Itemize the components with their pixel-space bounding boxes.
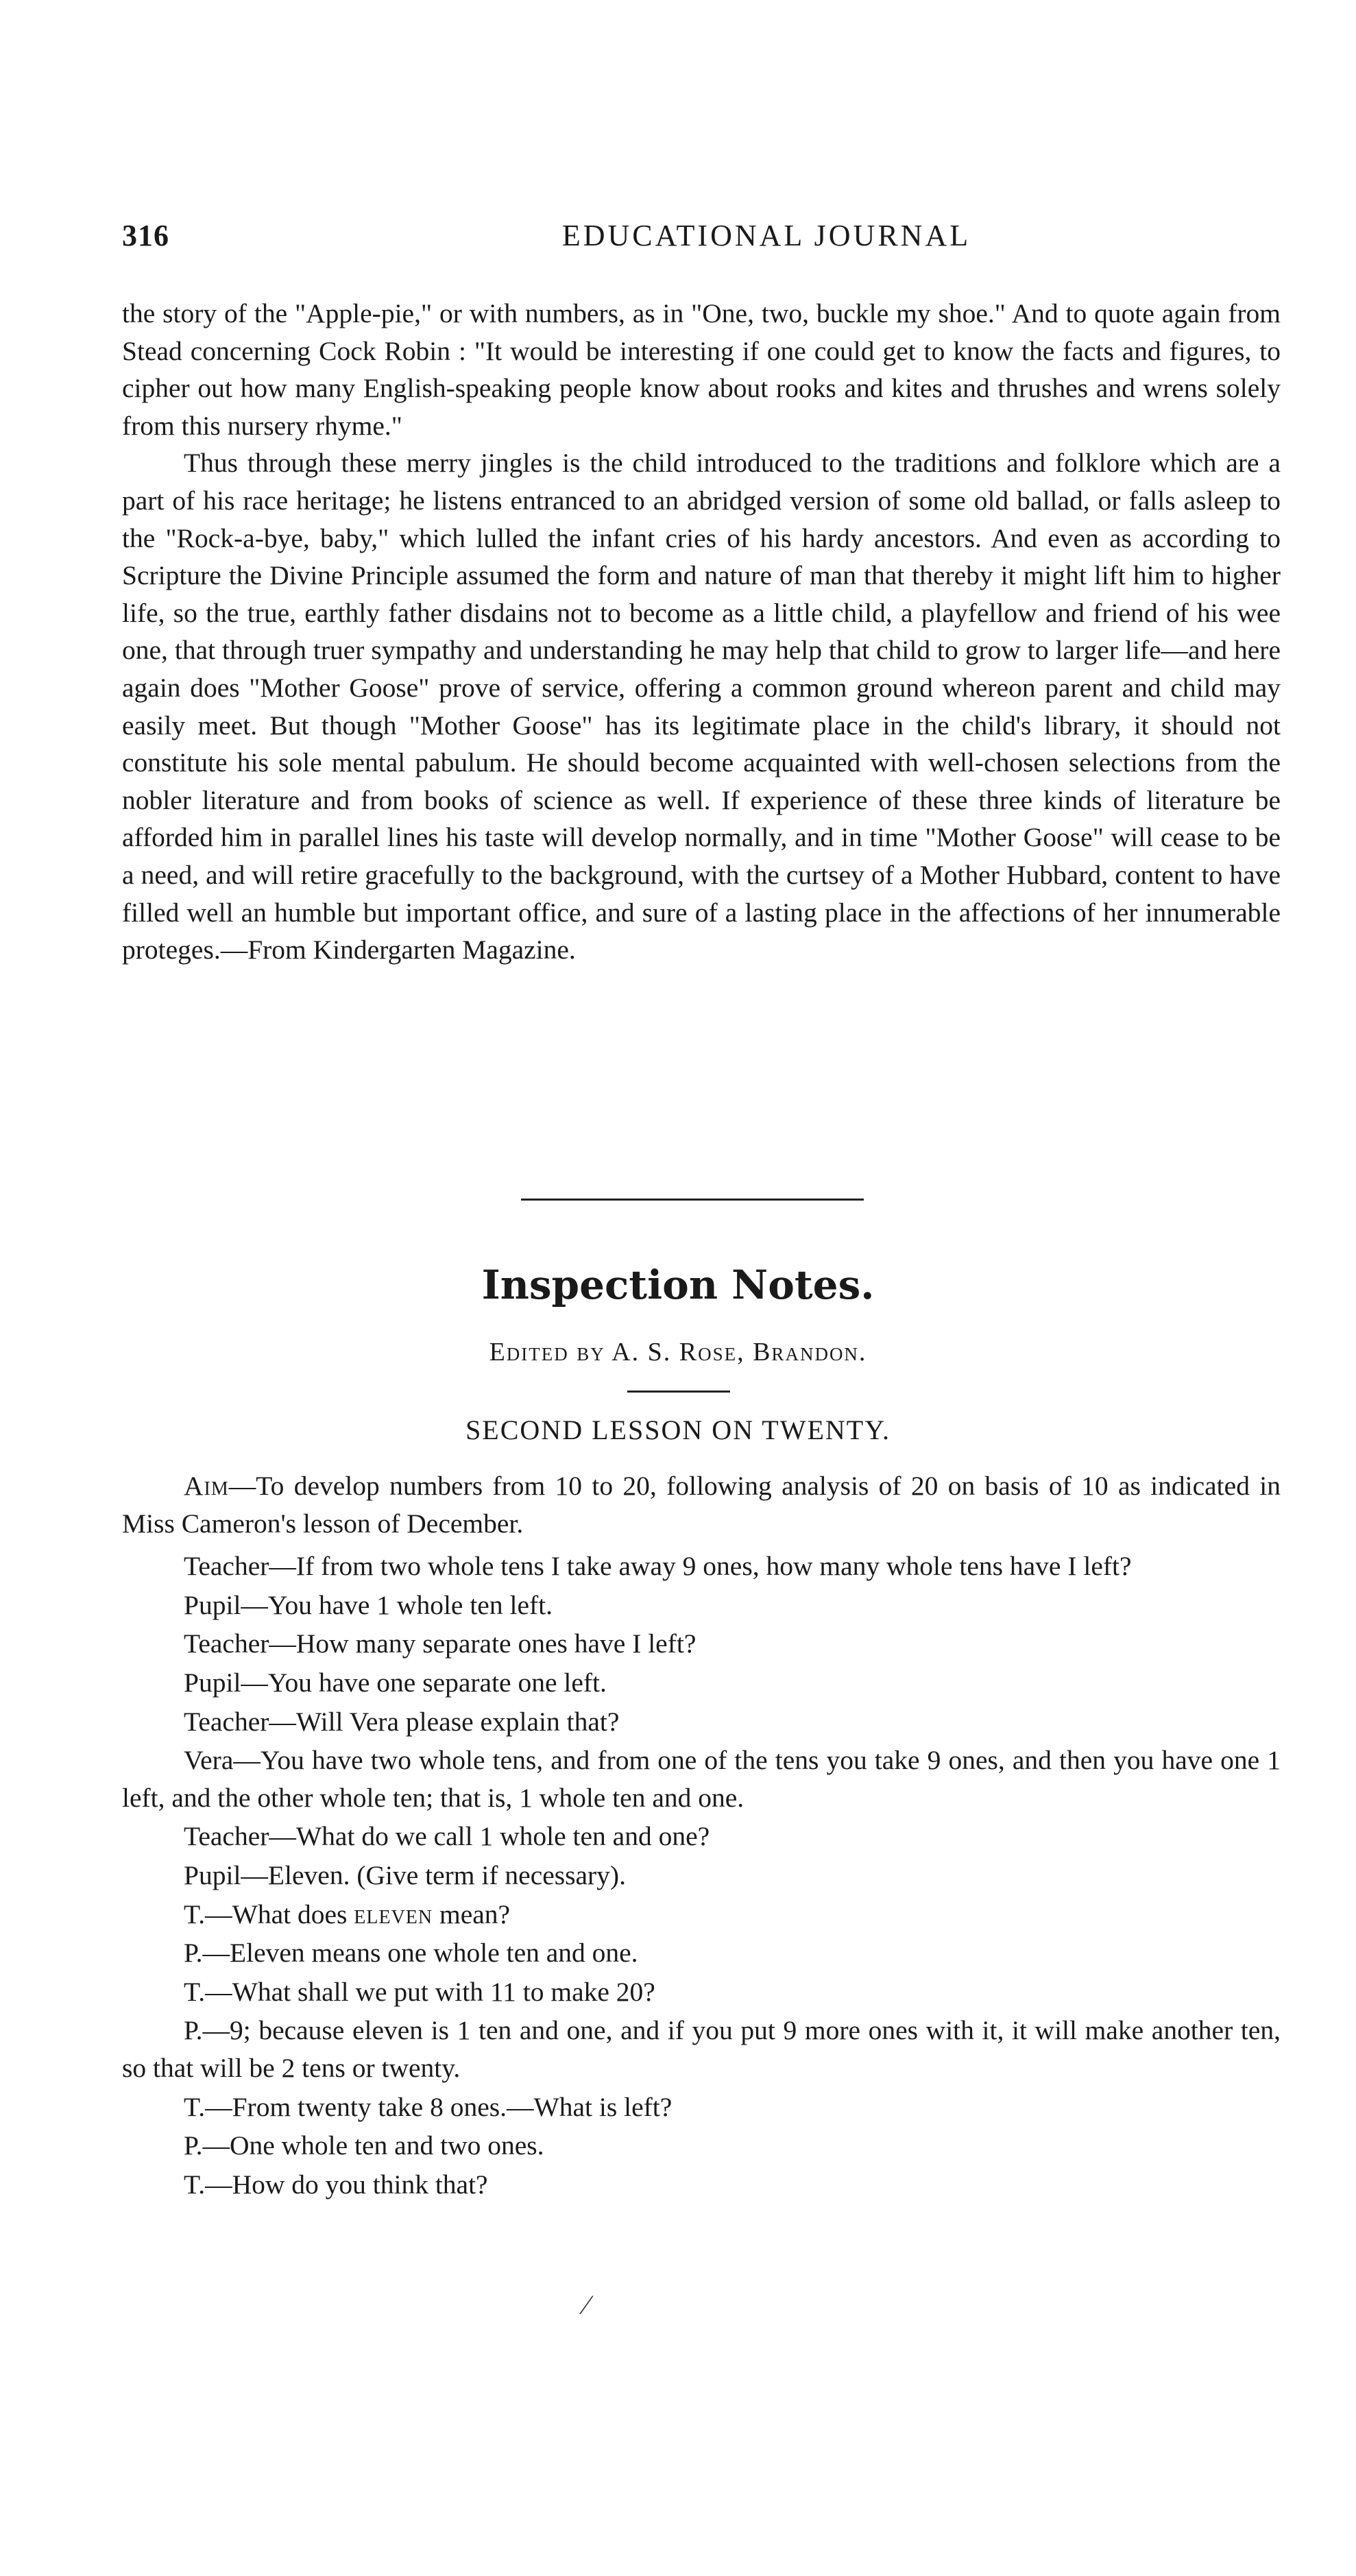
dialogue-line: P.—One whole ten and two ones. bbox=[184, 2130, 544, 2161]
ink-mark: ⁄ bbox=[584, 2289, 589, 2320]
dialogue-line: Teacher—Will Vera please explain that? bbox=[184, 1706, 620, 1737]
article-paragraph: the story of the "Apple-pie," or with numbers, as in "One, two, buckle my shoe." And to quote again from Stead concerning Cock Robin : "It would be interesting if one could get to know the facts and figures, to cipher out how many English-speaking people know about rooks and kites and thrushes and wrens solely from this nursery rhyme." bbox=[122, 298, 1281, 441]
dialogue-line: T.—From twenty take 8 ones.—What is left? bbox=[184, 2091, 673, 2122]
lesson-body bbox=[122, 1462, 1281, 2204]
dialogue-line: P.—9; because eleven is 1 ten and one, and if you put 9 more ones with it, it will make another ten, so that will be 2 tens or twenty. bbox=[122, 2015, 1281, 2083]
article-body bbox=[122, 295, 1281, 969]
page-header bbox=[122, 218, 1287, 259]
dialogue-line: Teacher—What do we call 1 whole ten and one? bbox=[184, 1821, 710, 1852]
editor-credit: Edited by A. S. Rose, Brandon. bbox=[489, 1338, 867, 1367]
dialogue-line: P.—Eleven means one whole ten and one. bbox=[184, 1938, 638, 1969]
eleven-term: eleven bbox=[354, 1899, 433, 1929]
dialogue-line: Teacher—If from two whole tens I take away 9 ones, how many whole tens have I left? bbox=[184, 1551, 1132, 1582]
dialogue-line: T.—What shall we put with 11 to make 20? bbox=[184, 1976, 655, 2007]
dialogue-line bbox=[122, 1896, 1281, 1934]
lesson-aim bbox=[122, 1467, 1281, 1542]
section-divider bbox=[521, 1199, 864, 1201]
question-prefix: T.—What does bbox=[184, 1899, 354, 1929]
dialogue-line: T.—How do you think that? bbox=[184, 2169, 488, 2200]
lesson-title: SECOND LESSON ON TWENTY. bbox=[465, 1415, 891, 1445]
question-suffix: mean? bbox=[433, 1899, 511, 1929]
dialogue-line: Pupil—You have one separate one left. bbox=[184, 1667, 607, 1698]
aim-text: —To develop numbers from 10 to 20, following analysis of 20 on basis of 10 as indicated in Miss Cameron's lesson of December. bbox=[122, 1471, 1281, 1539]
dialogue-line: Vera—You have two whole tens, and from one of the tens you take 9 ones, and then you have one 1 left, and the other whole ten; that is, 1 whole ten and one. bbox=[122, 1745, 1281, 1813]
short-divider bbox=[627, 1391, 730, 1393]
article-paragraph: Thus through these merry jingles is the child introduced to the traditions and folklore which are a part of his race heritage; he listens entranced to an abridged version of some old ballad, or falls asleep to the "Rock-a-bye, baby," which lulled the infant cries of his hardy ancestors. And even as according to Scripture the Divine Principle assumed the form and nature of man that thereby it might lift him to higher life, so the true, earthly father disdains not to become as a little child, a playfellow and friend of his wee one, that through truer sympathy and understanding he may help that child to grow to larger life—and here again does "Mother Goose" prove of service, offering a common ground whereon parent and child may easily meet. But though "Mother Goose" has its legitimate place in the child's library, it should not constitute his sole mental pabulum. He should become acquainted with well-chosen selections from the nobler literature and from books of science as well. If experience of these three kinds of literature be afforded him in parallel lines his taste will develop normally, and in time "Mother Goose" will cease to be a need, and will retire gracefully to the background, with the curtsey of a Mother Hubbard, content to have filled well an humble but important office, and sure of a lasting place in the affections of her innumerable proteges.—From Kindergarten Magazine. bbox=[122, 448, 1281, 965]
section-title: Inspection Notes. bbox=[481, 1262, 875, 1308]
dialogue-line: Pupil—You have 1 whole ten left. bbox=[184, 1589, 553, 1620]
aim-label: Aim bbox=[184, 1471, 229, 1501]
page-number: 316 bbox=[122, 219, 169, 252]
running-title: EDUCATIONAL JOURNAL bbox=[561, 219, 971, 252]
dialogue-line: Pupil—Eleven. (Give term if necessary). bbox=[184, 1859, 626, 1890]
dialogue-line: Teacher—How many separate ones have I left? bbox=[184, 1628, 697, 1659]
